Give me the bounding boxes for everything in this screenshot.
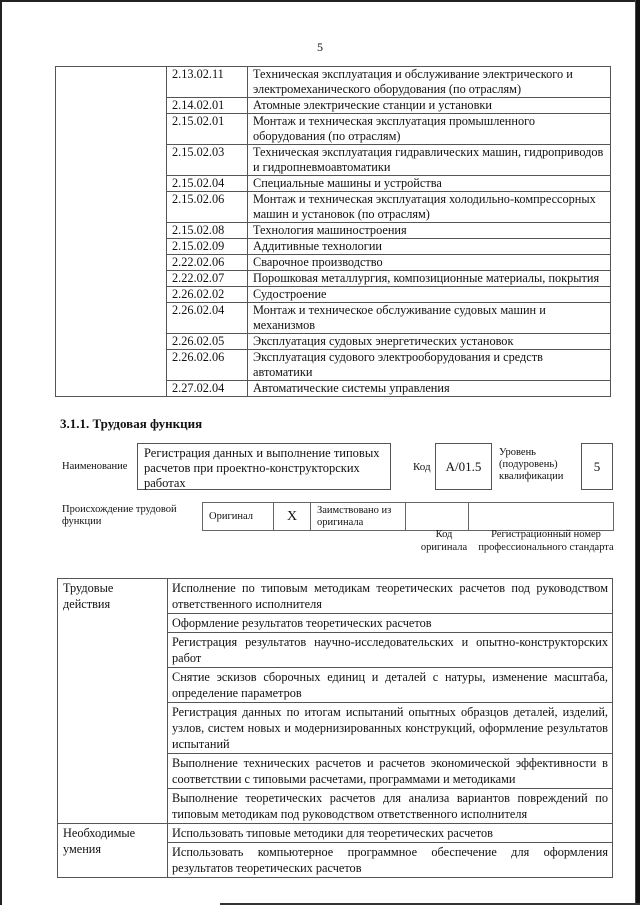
labor-actions-label: Трудовые действия — [58, 579, 168, 824]
specialty-name: Судостроение — [248, 287, 611, 303]
level-label-line2: (подуровень) — [499, 459, 558, 470]
required-skills-label: Необходимые умения — [58, 824, 168, 878]
specialty-code: 2.13.02.11 — [167, 67, 248, 98]
labor-actions-item: Снятие эскизов сборочных единиц и деталей с натуры, изменение масштаба, определение параметров — [168, 668, 613, 703]
specialty-code: 2.15.02.09 — [167, 239, 248, 255]
specialty-code: 2.15.02.06 — [167, 192, 248, 223]
qualification-level-box: 5 — [581, 443, 613, 490]
labor-actions-item: Выполнение технических расчетов и расчетов экономической эффективности в соответствии с типовыми расчетами, программами и методиками — [168, 754, 613, 789]
labor-actions-item: Регистрация данных по итогам испытаний опытных образцов деталей, изделий, узлов, систем новых и модернизированных конструкций, оформление результатов испытаний — [168, 703, 613, 754]
specialty-name: Сварочное производство — [248, 255, 611, 271]
level-label-line1: Уровень — [499, 447, 536, 458]
required-skills-item: Использовать типовые методики для теоретических расчетов — [168, 824, 613, 843]
specialty-name: Атомные электрические станции и установки — [248, 98, 611, 114]
specialty-name: Техническая эксплуатация гидравлических машин, гидроприводов и гидропневмоавтоматики — [248, 145, 611, 176]
origin-original-cell: Оригинал — [203, 503, 274, 531]
specialties-table — [55, 66, 611, 397]
level-label — [499, 447, 563, 483]
specialty-name: Техническая эксплуатация и обслуживание электрического и электромеханического оборудования (по отраслям) — [248, 67, 611, 98]
specialty-code: 2.26.02.06 — [167, 350, 248, 381]
origin-borrowed-cell: Заимствовано из оригинала — [311, 503, 406, 531]
labor-actions-table — [57, 578, 613, 878]
origin-table — [202, 502, 614, 531]
specialty-code: 2.22.02.06 — [167, 255, 248, 271]
page-number: 5 — [317, 40, 323, 54]
origin-label: Происхождение трудовой функции — [62, 504, 177, 527]
required-skills-item: Использовать компьютерное программное обеспечение для оформления результатов теоретических расчетов — [168, 843, 613, 878]
specialty-code: 2.22.02.07 — [167, 271, 248, 287]
specialty-code: 2.15.02.04 — [167, 176, 248, 192]
specialty-name: Технология машиностроения — [248, 223, 611, 239]
specialty-name: Специальные машины и устройства — [248, 176, 611, 192]
specialty-name: Порошковая металлургия, композиционные материалы, покрытия — [248, 271, 611, 287]
function-code-box: A/01.5 — [435, 443, 492, 490]
specialty-code: 2.26.02.04 — [167, 303, 248, 334]
specialty-name: Эксплуатация судового электрооборудования и средств автоматики — [248, 350, 611, 381]
scan-border-top — [0, 0, 640, 2]
table-row — [58, 824, 613, 843]
specialty-code: 2.15.02.08 — [167, 223, 248, 239]
specialty-code: 2.26.02.02 — [167, 287, 248, 303]
code-label: Код — [413, 461, 431, 473]
specialty-code: 2.27.02.04 — [167, 381, 248, 397]
specialty-name: Монтаж и техническое обслуживание судовых машин и механизмов — [248, 303, 611, 334]
specialty-name: Автоматические системы управления — [248, 381, 611, 397]
scan-border-right — [636, 0, 640, 905]
table-row — [58, 579, 613, 614]
labor-actions-item: Оформление результатов теоретических расчетов — [168, 614, 613, 633]
scan-border-left — [0, 0, 2, 905]
labor-actions-item: Регистрация результатов научно-исследовательских и опытно-конструкторских работ — [168, 633, 613, 668]
labor-actions-item: Исполнение по типовым методикам теоретических расчетов под руководством ответственного исполнителя — [168, 579, 613, 614]
origin-code-cell — [406, 503, 469, 531]
origin-reg-number-cell — [469, 503, 614, 531]
specialty-name: Монтаж и техническая эксплуатация холодильно-компрессорных машин и установок (по отраслям) — [248, 192, 611, 223]
table-row — [56, 67, 611, 98]
specialty-code: 2.15.02.03 — [167, 145, 248, 176]
labor-actions-item: Выполнение теоретических расчетов для анализа вариантов повреждений по типовым методикам под руководством ответственного исполнителя — [168, 789, 613, 824]
empty-category-cell — [56, 67, 167, 397]
specialty-code: 2.15.02.01 — [167, 114, 248, 145]
function-name-box: Регистрация данных и выполнение типовых расчетов при проектно-конструкторских работах — [137, 443, 391, 490]
specialty-name: Эксплуатация судовых энергетических установок — [248, 334, 611, 350]
origin-mark-cell: X — [274, 503, 311, 531]
caption-code-original: Код оригинала — [420, 529, 468, 553]
section-title: 3.1.1. Трудовая функция — [60, 416, 203, 431]
specialty-code: 2.26.02.05 — [167, 334, 248, 350]
specialty-name: Аддитивные технологии — [248, 239, 611, 255]
level-label-line3: квалификации — [499, 471, 564, 482]
specialty-name: Монтаж и техническая эксплуатация промышленного оборудования (по отраслям) — [248, 114, 611, 145]
specialty-code: 2.14.02.01 — [167, 98, 248, 114]
name-label: Наименование — [62, 461, 128, 472]
caption-reg-number: Регистрационный номер профессионального стандарта — [478, 529, 614, 553]
